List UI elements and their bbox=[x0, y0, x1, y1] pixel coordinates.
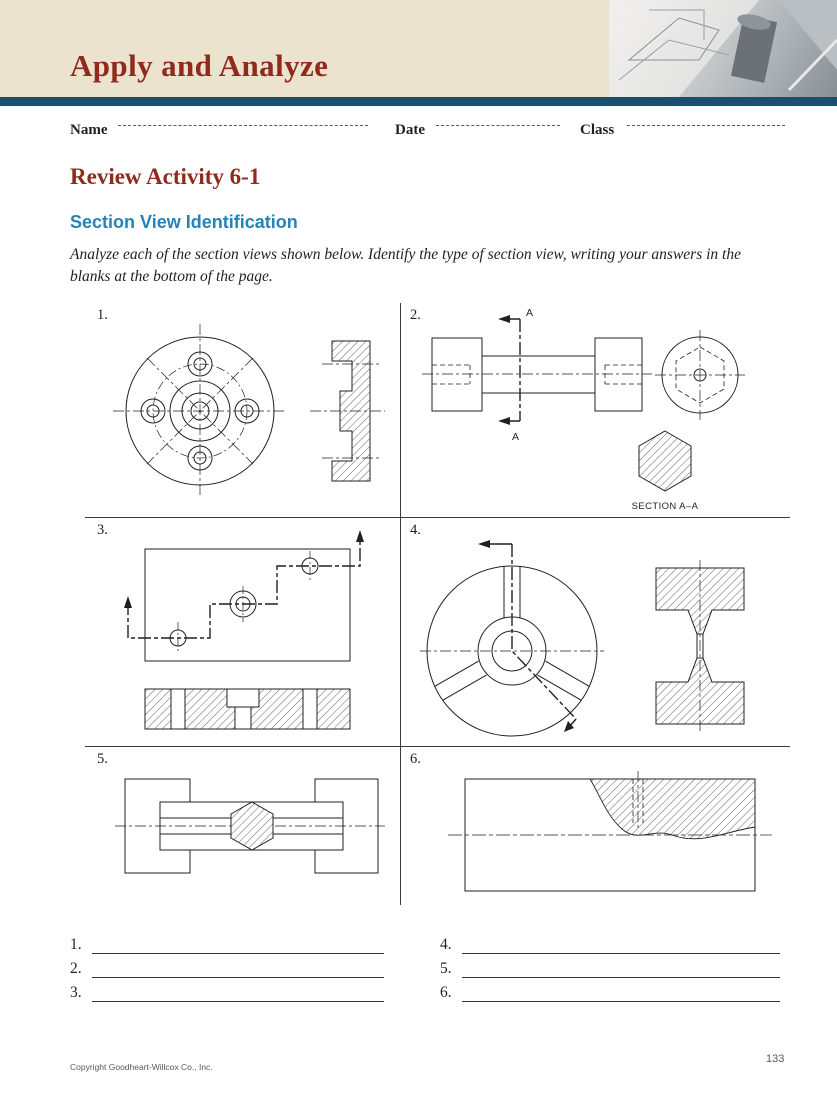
page-title: Apply and Analyze bbox=[70, 48, 329, 83]
date-label: Date bbox=[395, 122, 425, 138]
broken-out-section-region bbox=[590, 779, 755, 839]
answer-row-4 bbox=[440, 936, 780, 954]
panel-5 bbox=[85, 747, 400, 905]
header-divider-bar bbox=[0, 97, 837, 106]
drawing-1 bbox=[85, 303, 400, 517]
answer-row-2 bbox=[70, 960, 384, 978]
panel-4-number: 4. bbox=[410, 522, 421, 538]
footer-page-number: 133 bbox=[766, 1053, 785, 1065]
header-photo-art bbox=[609, 0, 837, 97]
panel-4 bbox=[400, 518, 790, 746]
cutting-plane-line bbox=[502, 319, 520, 421]
answer-blank-5 bbox=[462, 961, 780, 978]
answer-number-4: 4. bbox=[440, 936, 452, 953]
answer-blank-1 bbox=[92, 937, 384, 954]
section-caption: SECTION A–A bbox=[631, 501, 699, 512]
offset-cutting-plane-line bbox=[128, 536, 360, 638]
section-subtitle: Section View Identification bbox=[70, 212, 298, 232]
answer-number-3: 3. bbox=[70, 984, 82, 1001]
panel-2-number: 2. bbox=[410, 307, 421, 323]
drawing-6 bbox=[400, 747, 790, 905]
answer-number-6: 6. bbox=[440, 984, 452, 1001]
panel-3 bbox=[85, 518, 400, 746]
answer-blank-3 bbox=[92, 985, 384, 1002]
cutting-plane-label-top: A bbox=[526, 307, 534, 319]
name-label: Name bbox=[70, 122, 108, 138]
answer-row-6 bbox=[440, 984, 780, 1002]
date-blank bbox=[436, 110, 560, 126]
panel-1 bbox=[85, 303, 400, 517]
answer-number-5: 5. bbox=[440, 960, 452, 977]
answer-row-3 bbox=[70, 984, 384, 1002]
answer-blank-2 bbox=[92, 961, 384, 978]
panel-6-number: 6. bbox=[410, 751, 421, 767]
class-label: Class bbox=[580, 122, 615, 138]
footer-copyright: Copyright Goodheart-Willcox Co., Inc. bbox=[70, 1062, 213, 1072]
answer-row-5 bbox=[440, 960, 780, 978]
instructions-text: Analyze each of the section views shown below. Identify the type of section view, writing your answers in the blanks at the bottom of the page. bbox=[70, 246, 741, 285]
answer-blank-6 bbox=[462, 985, 780, 1002]
panel-2 bbox=[400, 303, 790, 517]
answer-number-2: 2. bbox=[70, 960, 82, 977]
removed-section-hexagon bbox=[639, 431, 691, 491]
header-photo bbox=[609, 0, 837, 97]
name-blank bbox=[118, 110, 368, 126]
aligned-cutting-plane-line bbox=[484, 544, 576, 726]
answer-blank-4 bbox=[462, 937, 780, 954]
answer-row-1 bbox=[70, 936, 384, 954]
class-blank bbox=[627, 110, 785, 126]
cutting-plane-label-bottom: A bbox=[512, 431, 520, 443]
answer-number-1: 1. bbox=[70, 936, 82, 953]
revolved-section-hexagon bbox=[231, 802, 273, 850]
panel-1-number: 1. bbox=[97, 307, 108, 323]
activity-title: Review Activity 6-1 bbox=[70, 164, 261, 189]
drawing-2 bbox=[400, 303, 790, 517]
drawing-5 bbox=[85, 747, 400, 905]
drawing-4 bbox=[400, 518, 790, 746]
panel-6 bbox=[400, 747, 790, 905]
panel-3-number: 3. bbox=[97, 522, 108, 538]
panel-5-number: 5. bbox=[97, 751, 108, 767]
drawing-3 bbox=[85, 518, 400, 746]
